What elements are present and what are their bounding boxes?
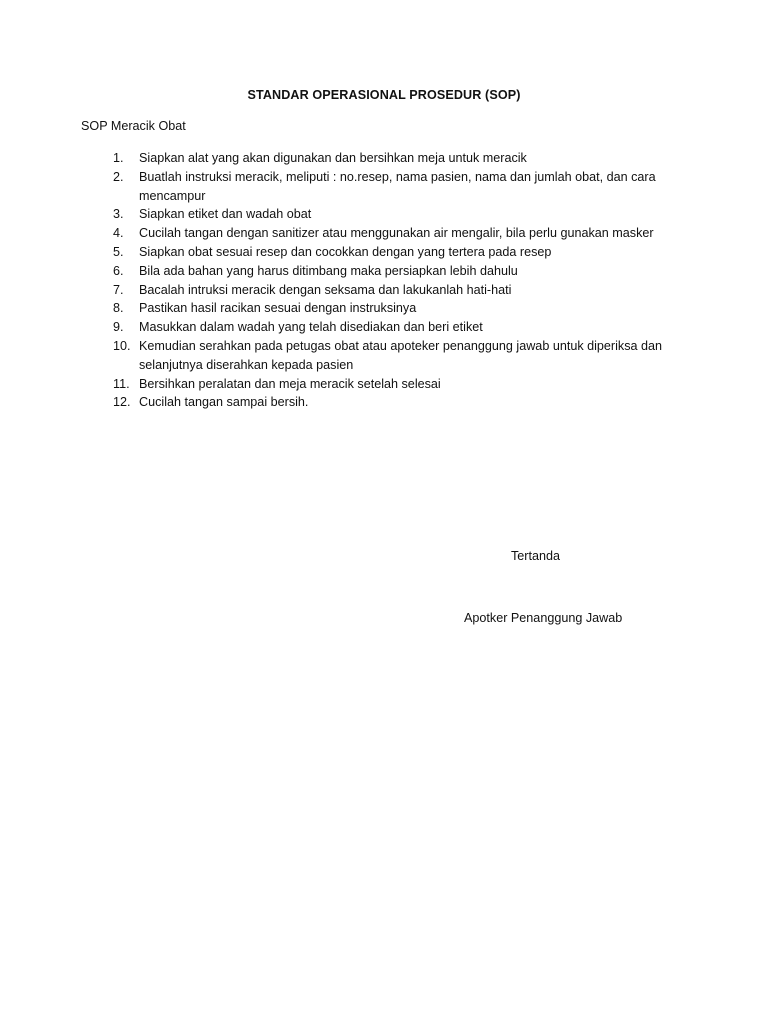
step-text: Cucilah tangan sampai bersih. bbox=[139, 395, 309, 410]
step-text: Siapkan etiket dan wadah obat bbox=[139, 207, 312, 222]
step-item bbox=[100, 281, 700, 300]
step-text: Siapkan alat yang akan digunakan dan bersihkan meja untuk meracik bbox=[139, 151, 527, 165]
step-text: Bila ada bahan yang harus ditimbang maka persiapkan lebih dahulu bbox=[139, 263, 518, 278]
signature-role: Apotker Penanggung Jawab bbox=[464, 611, 623, 625]
step-number: 2. bbox=[113, 169, 124, 184]
step-item bbox=[100, 337, 700, 375]
step-item bbox=[100, 299, 700, 318]
step-item bbox=[100, 243, 700, 262]
step-text: Pastikan hasil racikan sesuai dengan instruksinya bbox=[139, 301, 417, 316]
steps-list bbox=[100, 149, 700, 412]
step-item bbox=[100, 318, 700, 337]
step-text: Cucilah tangan dengan sanitizer atau menggunakan air mengalir, bila perlu gunakan masker bbox=[139, 226, 654, 241]
step-number: 8. bbox=[113, 301, 124, 316]
step-text: Bacalah intruksi meracik dengan seksama dan lakukanlah hati-hati bbox=[139, 282, 512, 297]
step-item bbox=[100, 262, 700, 281]
step-number: 12. bbox=[113, 395, 131, 410]
step-item bbox=[100, 205, 700, 224]
step-text: Kemudian serahkan pada petugas obat atau apoteker penanggung jawab untuk diperiksa dan selanjutnya diserahkan kepada pasien bbox=[139, 338, 663, 372]
step-number: 4. bbox=[113, 226, 124, 241]
step-text: Siapkan obat sesuai resep dan cocokkan dengan yang tertera pada resep bbox=[139, 244, 552, 259]
step-text: Bersihkan peralatan dan meja meracik setelah selesai bbox=[139, 376, 441, 391]
step-number: 3. bbox=[113, 207, 124, 222]
step-item bbox=[100, 393, 700, 412]
step-number: 6. bbox=[113, 263, 124, 278]
step-number: 9. bbox=[113, 320, 124, 335]
step-item bbox=[100, 149, 700, 168]
step-number: 7. bbox=[113, 282, 124, 297]
step-number: 1. bbox=[113, 151, 124, 165]
step-number: 11. bbox=[113, 376, 130, 391]
step-text: Masukkan dalam wadah yang telah disediakan dan beri etiket bbox=[139, 320, 483, 335]
step-item bbox=[100, 168, 700, 206]
step-item bbox=[100, 375, 700, 394]
step-number: 5. bbox=[113, 244, 124, 259]
document-subtitle: SOP Meracik Obat bbox=[81, 119, 186, 133]
step-item bbox=[100, 224, 700, 243]
step-text: Buatlah instruksi meracik, meliputi : no.resep, nama pasien, nama dan jumlah obat, dan cara mencampur bbox=[139, 169, 656, 203]
document-title: STANDAR OPERASIONAL PROSEDUR (SOP) bbox=[247, 88, 521, 102]
step-number: 10. bbox=[113, 338, 131, 353]
signature-label: Tertanda bbox=[511, 549, 561, 563]
